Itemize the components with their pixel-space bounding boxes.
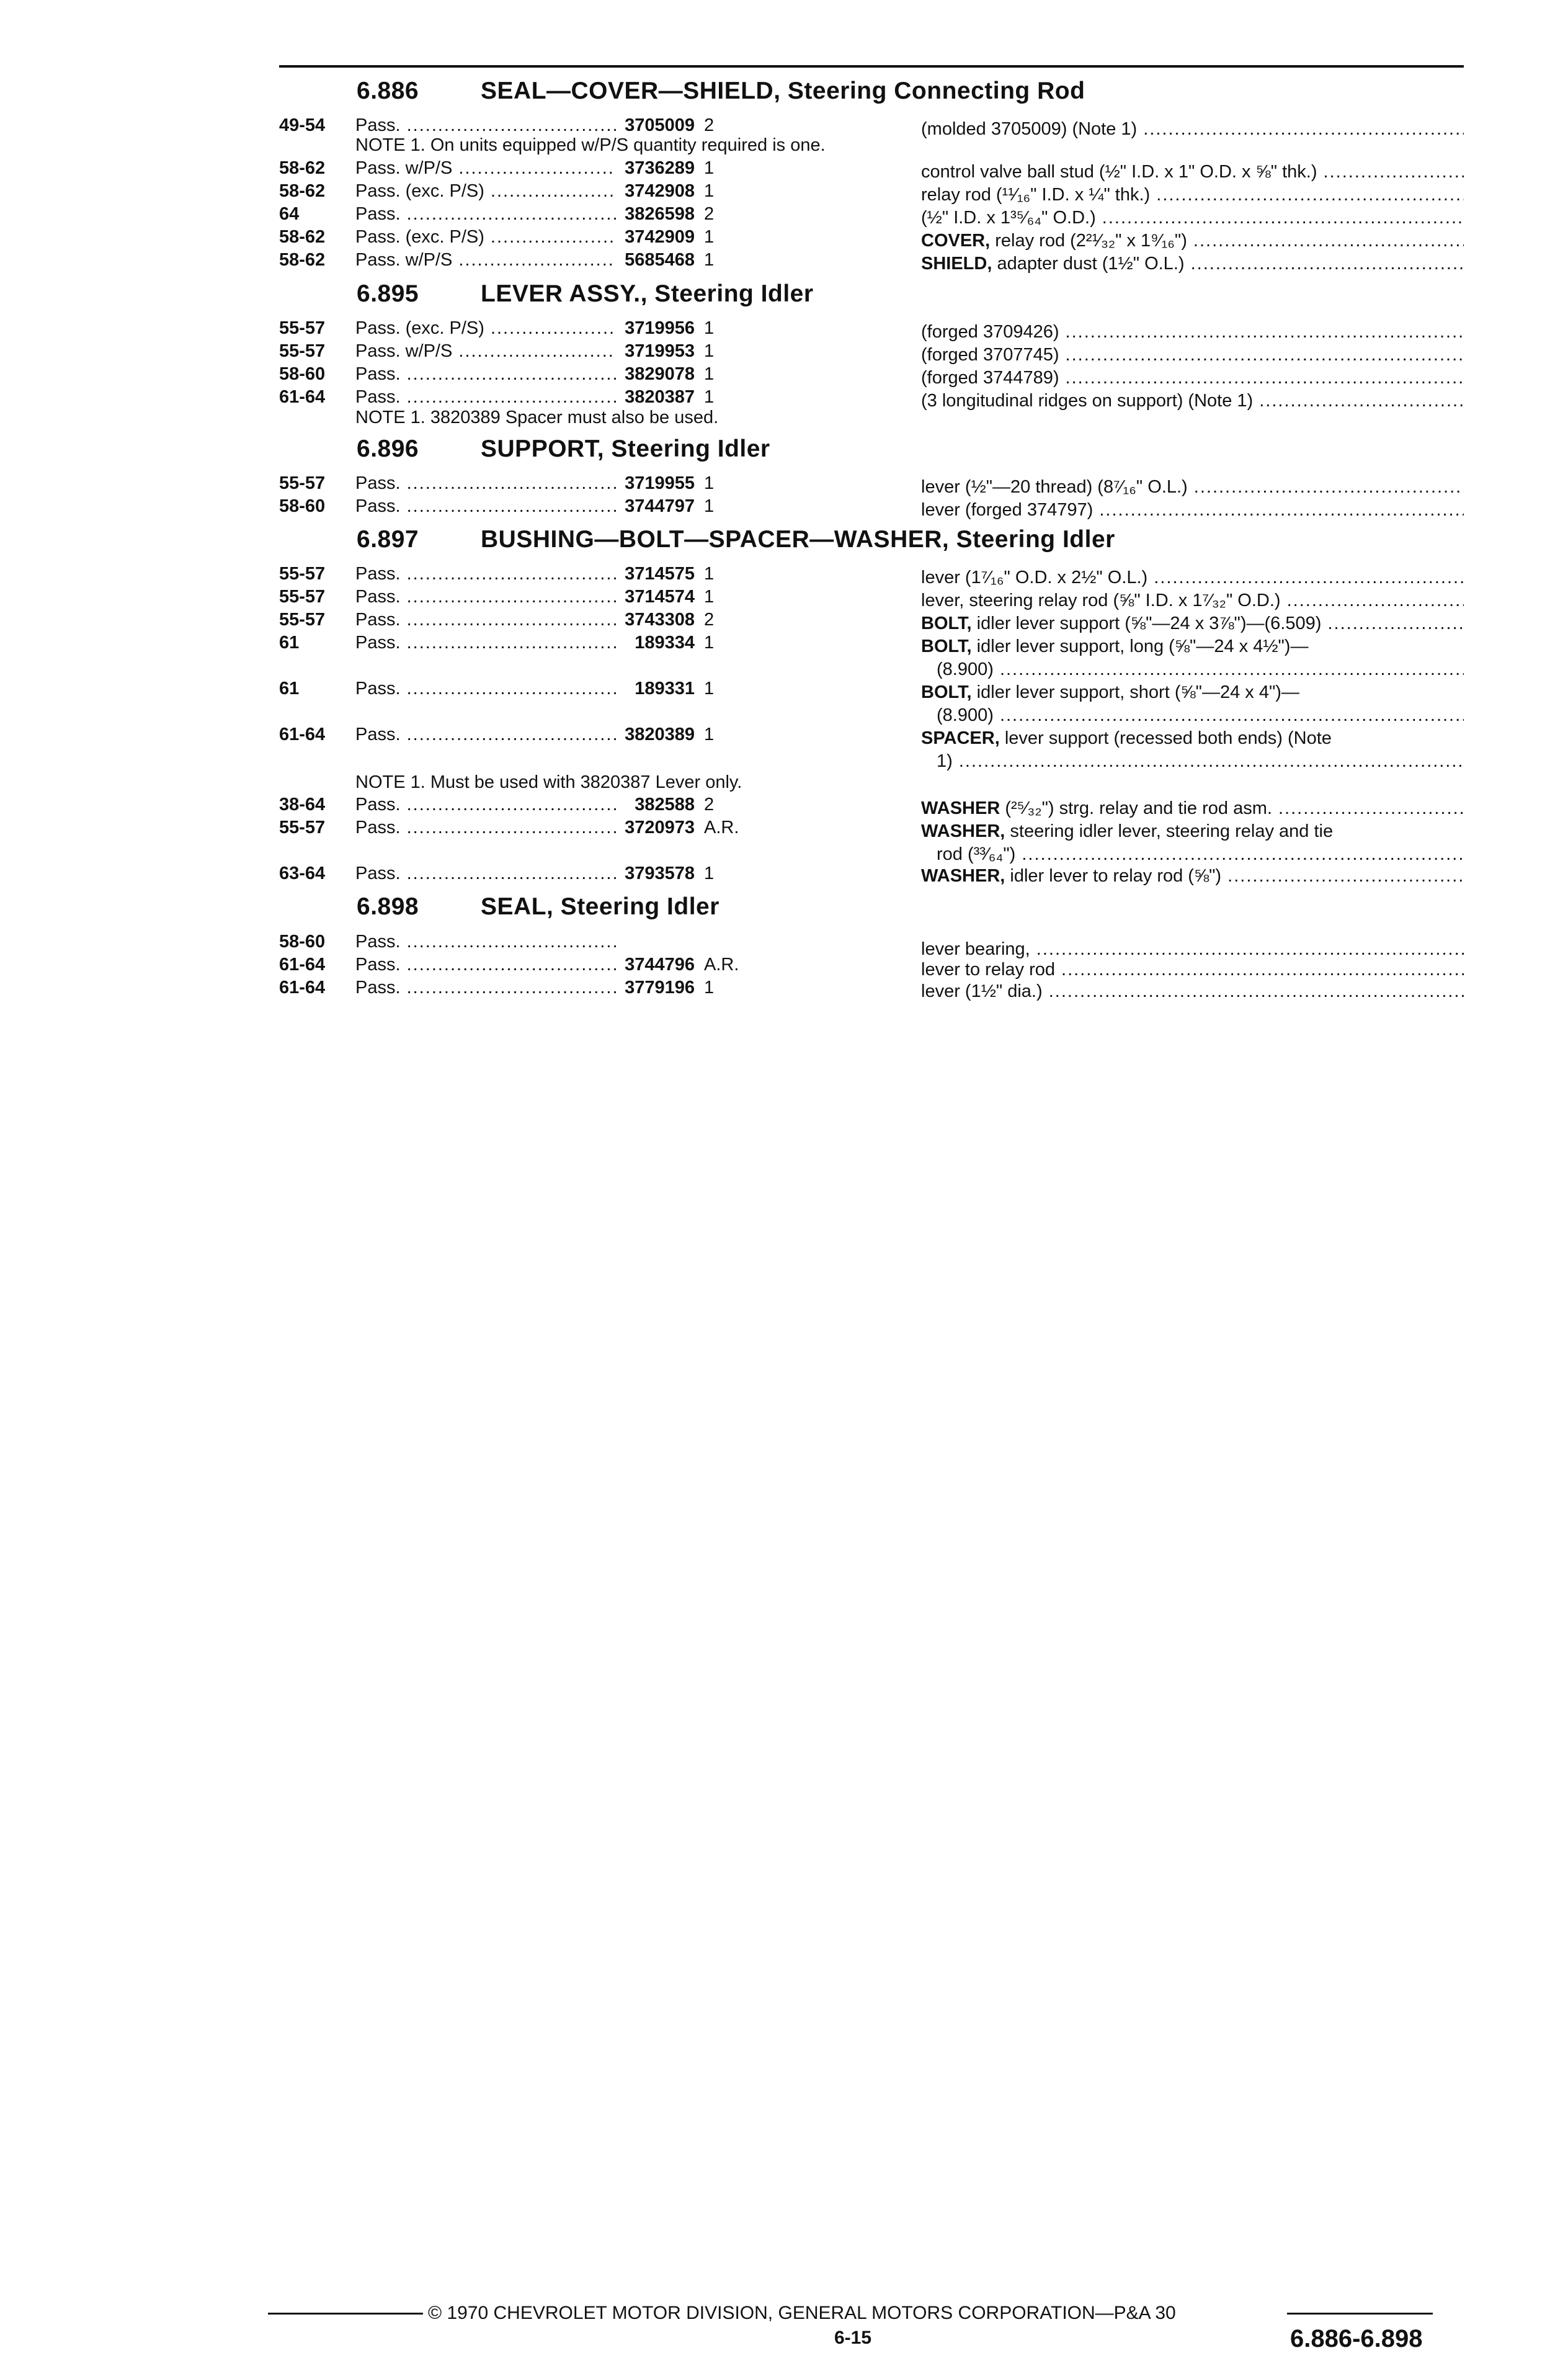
description: (forged 3744789) ..... xyxy=(921,366,1464,390)
table-row xyxy=(0,976,1568,999)
quantity: A.R. xyxy=(704,955,739,975)
year-range: 55-57 xyxy=(279,587,326,607)
footer-rule-left xyxy=(268,2313,423,2315)
description: WASHER (²⁵⁄₃₂") strg. relay and tie rod asm. ..... xyxy=(921,797,1464,820)
part-number: 3743308 xyxy=(625,610,695,630)
section-title-6886 xyxy=(357,78,1085,105)
description: lever, steering relay rod (⅝" I.D. x 1⁷⁄₃₂" O.D.) ..... xyxy=(921,589,1464,612)
section-heading: LEVER ASSY., Steering Idler xyxy=(481,280,814,307)
quantity: 1 xyxy=(704,587,715,607)
part-number: 3742909 xyxy=(625,227,695,247)
table-row xyxy=(0,156,1568,180)
quantity: 1 xyxy=(704,341,715,361)
copyright: © 1970 CHEVROLET MOTOR DIVISION, GENERAL MOTORS CORPORATION—P&A 30 xyxy=(428,2303,1176,2323)
table-row xyxy=(0,585,1568,609)
quantity: 1 xyxy=(704,158,715,178)
part-number: 3744796 xyxy=(625,955,695,975)
section-heading: SEAL, Steering Idler xyxy=(481,893,719,920)
year-range: 55-57 xyxy=(279,564,326,584)
quantity: 1 xyxy=(704,978,715,998)
model-label: Pass. (exc. P/S) ..... xyxy=(355,316,616,340)
footer-rule-right xyxy=(1287,2313,1433,2315)
quantity: A.R. xyxy=(704,818,739,837)
year-range: 58-60 xyxy=(279,496,326,516)
year-range: 55-57 xyxy=(279,610,326,630)
quantity: 2 xyxy=(704,795,715,815)
quantity: 2 xyxy=(704,115,715,135)
part-number: 3736289 xyxy=(625,158,695,178)
section-title-6897 xyxy=(357,526,1115,553)
quantity: 1 xyxy=(704,725,715,744)
part-number: 3829078 xyxy=(625,364,695,384)
section-number: 6.898 xyxy=(357,893,419,920)
part-number: 3826598 xyxy=(625,204,695,224)
table-row xyxy=(0,471,1568,495)
section-heading: BUSHING—BOLT—SPACER—WASHER, Steering Idler xyxy=(481,526,1115,553)
year-range: 64 xyxy=(279,204,300,224)
year-range: 61-64 xyxy=(279,955,326,975)
model-label: Pass. ..... xyxy=(355,362,616,386)
year-range: 55-57 xyxy=(279,341,326,361)
year-range: 38-64 xyxy=(279,795,326,815)
year-range: 61-64 xyxy=(279,725,326,744)
year-range: 61-64 xyxy=(279,978,326,998)
table-row xyxy=(0,953,1568,980)
section-number: 6.895 xyxy=(357,280,419,307)
section-title-6898 xyxy=(357,893,719,921)
year-range: 55-57 xyxy=(279,818,326,837)
quantity: 1 xyxy=(704,227,715,247)
part-number: 3779196 xyxy=(625,978,695,998)
section-number: 6.897 xyxy=(357,526,419,553)
quantity: 1 xyxy=(704,364,715,384)
table-row xyxy=(0,385,1568,409)
part-number: 3744797 xyxy=(625,496,695,516)
model-label: Pass. ..... xyxy=(355,862,616,885)
section-number: 6.896 xyxy=(357,435,419,462)
model-label: Pass. ..... xyxy=(355,677,616,700)
section-heading: SEAL—COVER—SHIELD, Steering Connecting Rod xyxy=(481,78,1085,104)
model-label: Pass. ..... xyxy=(355,585,616,609)
part-number: 5685468 xyxy=(625,250,695,270)
table-row xyxy=(0,225,1568,249)
part-number: 3820387 xyxy=(625,387,695,407)
quantity: 1 xyxy=(704,496,715,516)
section-range: 6.886-6.898 xyxy=(1290,2325,1423,2352)
model-label: Pass. ..... xyxy=(355,793,616,816)
table-row xyxy=(0,631,1568,654)
year-range: 61-64 xyxy=(279,387,326,407)
year-range: 49-54 xyxy=(279,115,326,135)
part-number: 189334 xyxy=(635,633,695,653)
model-label: Pass. w/P/S ..... xyxy=(355,339,616,363)
model-label: Pass. w/P/S ..... xyxy=(355,156,616,180)
part-number: 3719955 xyxy=(625,473,695,493)
table-row xyxy=(0,339,1568,363)
quantity: 2 xyxy=(704,610,715,630)
table-row-continued xyxy=(0,654,1568,677)
description: BOLT, idler lever support, long (⅝"—24 x 4½")— xyxy=(921,636,1309,656)
page-number: 6-15 xyxy=(834,2328,872,2348)
part-number: 3714575 xyxy=(625,564,695,584)
model-label: Pass. ..... xyxy=(355,953,616,976)
year-range: 58-62 xyxy=(279,158,326,178)
quantity: 1 xyxy=(704,473,715,493)
table-row-continued xyxy=(0,746,1568,769)
table-row xyxy=(0,723,1568,746)
model-label: Pass. ..... xyxy=(355,471,616,495)
description: SHIELD, adapter dust (1½" O.L.) ..... xyxy=(921,252,1464,275)
section-title-6896 xyxy=(357,435,770,463)
model-label: Pass. ..... xyxy=(355,608,616,632)
description-continued: 1) ..... xyxy=(937,749,1464,773)
quantity: 1 xyxy=(704,181,715,201)
quantity: 1 xyxy=(704,387,715,407)
table-row xyxy=(0,793,1568,816)
description: (3 longitudinal ridges on support) (Note 1) ..... xyxy=(921,389,1464,413)
description-continued: (8.900) ..... xyxy=(937,703,1464,727)
quantity: 1 xyxy=(704,318,715,338)
description-continued: rod (³³⁄₆₄") ..... xyxy=(937,842,1464,866)
description: lever (1½" dia.) ..... xyxy=(921,980,1464,1003)
table-row xyxy=(0,816,1568,839)
year-range: 55-57 xyxy=(279,318,326,338)
model-label: Pass. ..... xyxy=(355,562,616,586)
quantity: 1 xyxy=(704,633,715,653)
model-label: Pass. ..... xyxy=(355,723,616,746)
description: relay rod (¹¹⁄₁₆" I.D. x ¼" thk.) ..... xyxy=(921,183,1464,207)
part-number: 3720973 xyxy=(625,818,695,837)
year-range: 61 xyxy=(279,679,300,699)
table-row xyxy=(0,494,1568,518)
part-number: 3705009 xyxy=(625,115,695,135)
part-number: 3793578 xyxy=(625,864,695,883)
table-row xyxy=(0,202,1568,226)
quantity: 2 xyxy=(704,204,715,224)
part-number: 189331 xyxy=(635,679,695,699)
note: NOTE 1. On units equipped w/P/S quantity required is one. xyxy=(355,135,826,155)
description: SPACER, lever support (recessed both ends) (Note xyxy=(921,728,1332,748)
description: lever (forged 374797) ..... xyxy=(921,498,1464,522)
description: (forged 3707745) ..... xyxy=(921,343,1464,367)
year-range: 63-64 xyxy=(279,864,326,883)
part-number: 3714574 xyxy=(625,587,695,607)
year-range: 61 xyxy=(279,633,300,653)
year-range: 58-60 xyxy=(279,364,326,384)
part-number: 382588 xyxy=(635,795,695,815)
description: lever bearing, ..... xyxy=(921,937,1464,961)
quantity: 1 xyxy=(704,864,715,883)
description: lever (1⁷⁄₁₆" O.D. x 2½" O.L.) ..... xyxy=(921,566,1464,589)
table-row xyxy=(0,930,1568,959)
table-row xyxy=(0,562,1568,586)
part-number: 3719956 xyxy=(625,318,695,338)
quantity: 1 xyxy=(704,564,715,584)
model-label: Pass. ..... xyxy=(355,114,616,137)
description: BOLT, idler lever support (⅝"—24 x 3⅞")—(6.509) ..... xyxy=(921,612,1464,635)
table-row-continued xyxy=(0,700,1568,723)
description: lever to relay rod ..... xyxy=(921,958,1464,981)
description: WASHER, idler lever to relay rod (⅝") ..... xyxy=(921,864,1464,888)
part-number: 3719953 xyxy=(625,341,695,361)
section-heading: SUPPORT, Steering Idler xyxy=(481,435,770,462)
description: (½" I.D. x 1³⁵⁄₆₄" O.D.) ..... xyxy=(921,206,1464,230)
year-range: 55-57 xyxy=(279,473,326,493)
table-row xyxy=(0,677,1568,700)
description: lever (½"—20 thread) (8⁷⁄₁₆" O.L.) ..... xyxy=(921,475,1464,499)
model-label: Pass. w/P/S ..... xyxy=(355,248,616,272)
description: BOLT, idler lever support, short (⅝"—24 x 4")— xyxy=(921,682,1299,702)
part-number: 3820389 xyxy=(625,725,695,744)
model-label: Pass. ..... xyxy=(355,816,616,839)
quantity: 1 xyxy=(704,250,715,270)
year-range: 58-60 xyxy=(279,932,326,952)
model-label: Pass. (exc. P/S) ..... xyxy=(355,179,616,203)
table-row xyxy=(0,362,1568,386)
model-label: Pass. ..... xyxy=(355,202,616,226)
model-label: Pass. ..... xyxy=(355,631,616,654)
description: (molded 3705009) (Note 1) ..... xyxy=(921,117,1464,141)
table-row-continued xyxy=(0,839,1568,862)
part-number: 3742908 xyxy=(625,181,695,201)
table-row xyxy=(0,179,1568,203)
year-range: 58-62 xyxy=(279,250,326,270)
table-row xyxy=(0,862,1568,885)
description-continued: (8.900) ..... xyxy=(937,658,1464,681)
table-row xyxy=(0,608,1568,632)
year-range: 58-62 xyxy=(279,227,326,247)
table-row xyxy=(0,316,1568,340)
model-label: Pass. ..... xyxy=(355,494,616,518)
description: WASHER, steering idler lever, steering relay and tie xyxy=(921,821,1334,841)
description: control valve ball stud (½" I.D. x 1" O.D. x ⅝" thk.) ..... xyxy=(921,160,1464,184)
description: (forged 3709426) ..... xyxy=(921,320,1464,344)
section-title-6895 xyxy=(357,280,814,308)
top-rule xyxy=(279,65,1464,68)
quantity: 1 xyxy=(704,679,715,699)
model-label: Pass. ..... xyxy=(355,976,616,999)
note: NOTE 1. Must be used with 3820387 Lever only. xyxy=(355,772,742,792)
section-number: 6.886 xyxy=(357,78,419,104)
note: NOTE 1. 3820389 Spacer must also be used. xyxy=(355,408,719,427)
model-label: Pass. (exc. P/S) ..... xyxy=(355,225,616,249)
model-label: Pass. ..... xyxy=(355,385,616,409)
year-range: 58-62 xyxy=(279,181,326,201)
table-row xyxy=(0,248,1568,272)
model-label: Pass. ..... xyxy=(355,930,616,953)
description: COVER, relay rod (2²¹⁄₃₂" x 1⁹⁄₁₆") ..... xyxy=(921,229,1464,252)
